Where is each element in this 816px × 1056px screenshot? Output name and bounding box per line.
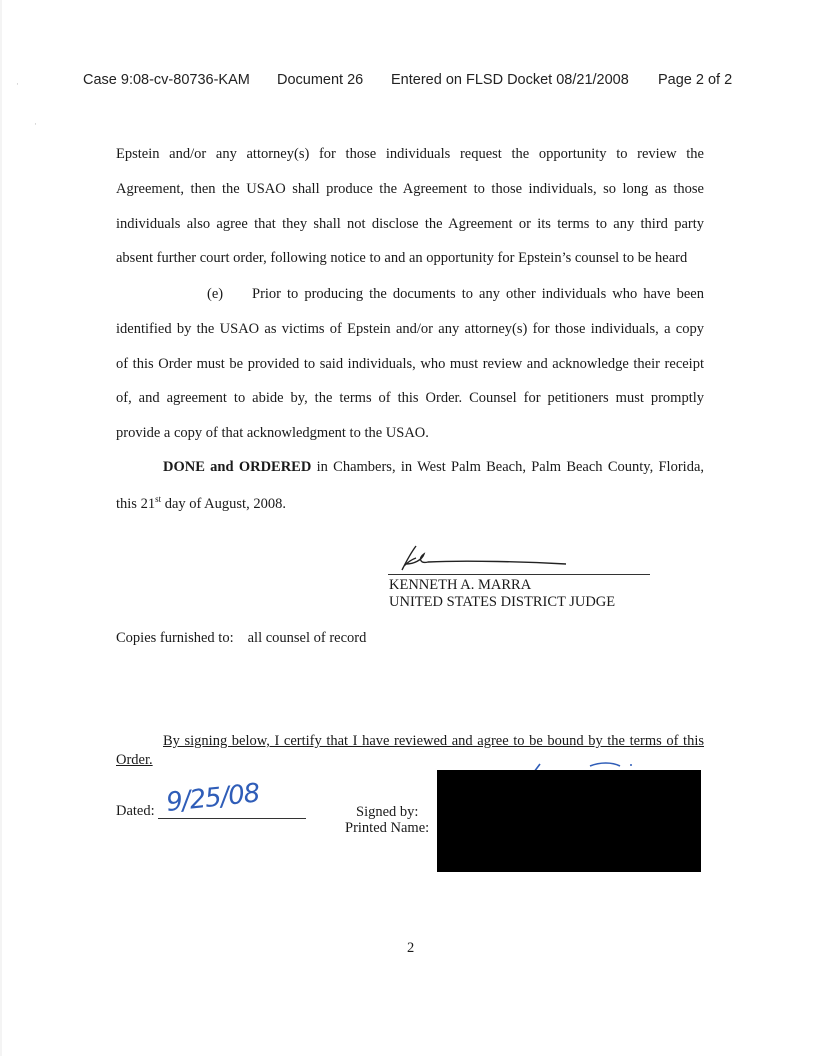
text-line: Epstein and/or any attorney(s) for those individuals request the opportunity to review the (116, 146, 704, 162)
date-ordinal: st (155, 494, 162, 504)
done-ordered-bold: DONE and ORDERED (163, 459, 312, 475)
printed-name-label: Printed Name: (345, 820, 430, 836)
subparagraph-label: (e) (207, 286, 224, 302)
dated-label: Dated: (116, 803, 155, 819)
judge-signature-icon (388, 540, 588, 576)
judge-name: KENNETH A. MARRA (389, 577, 532, 593)
scan-artifact: · (16, 80, 19, 90)
judge-title: UNITED STATES DISTRICT JUDGE (389, 594, 616, 610)
date-suffix: day of August, 2008. (161, 495, 286, 512)
text-line: of this Order must be provided to said individuals, who must review and acknowledge their receipt (116, 356, 704, 372)
docket-entry: Entered on FLSD Docket 08/21/2008 (391, 72, 629, 88)
copies-label: Copies furnished to: (116, 630, 234, 646)
scan-edge (0, 0, 2, 1056)
signed-by-label: Signed by: (356, 804, 419, 820)
text-line: individuals also agree that they shall not disclose the Agreement or its terms to any third party (116, 216, 704, 232)
certification-line-1: By signing below, I certify that I have reviewed and agree to be bound by the terms of this (163, 733, 704, 749)
redaction-block (437, 770, 701, 872)
text-line (163, 459, 704, 476)
page-number: 2 (407, 940, 415, 956)
date-prefix: this 21 (116, 495, 156, 512)
scan-artifact: · (34, 120, 37, 130)
dated-handwritten-value: 9/25/08 (164, 778, 261, 818)
case-number: Case 9:08-cv-80736-KAM (83, 72, 250, 88)
copies-value: all counsel of record (247, 630, 367, 646)
text-line: identified by the USAO as victims of Epstein and/or any attorney(s) for those individuals, a copy (116, 321, 704, 337)
text-line: of, and agreement to abide by, the terms of this Order. Counsel for petitioners must promptly (116, 390, 704, 406)
dated-underline (158, 818, 306, 819)
signature-line (388, 574, 650, 575)
text-line (116, 494, 704, 513)
copies-furnished (116, 630, 366, 647)
done-ordered-rest: in Chambers, in West Palm Beach, Palm Beach County, Florida, (311, 459, 704, 475)
text-line: provide a copy of that acknowledgment to the USAO. (116, 425, 429, 441)
page-indicator: Page 2 of 2 (658, 72, 733, 88)
text-line: Agreement, then the USAO shall produce the Agreement to those individuals, so long as those (116, 181, 704, 197)
document-number: Document 26 (277, 72, 364, 88)
certification-line-2: Order. (116, 752, 153, 768)
text-line: absent further court order, following notice to and an opportunity for Epstein’s counsel to be heard (116, 250, 688, 266)
text-line: Prior to producing the documents to any other individuals who have been (252, 286, 704, 302)
